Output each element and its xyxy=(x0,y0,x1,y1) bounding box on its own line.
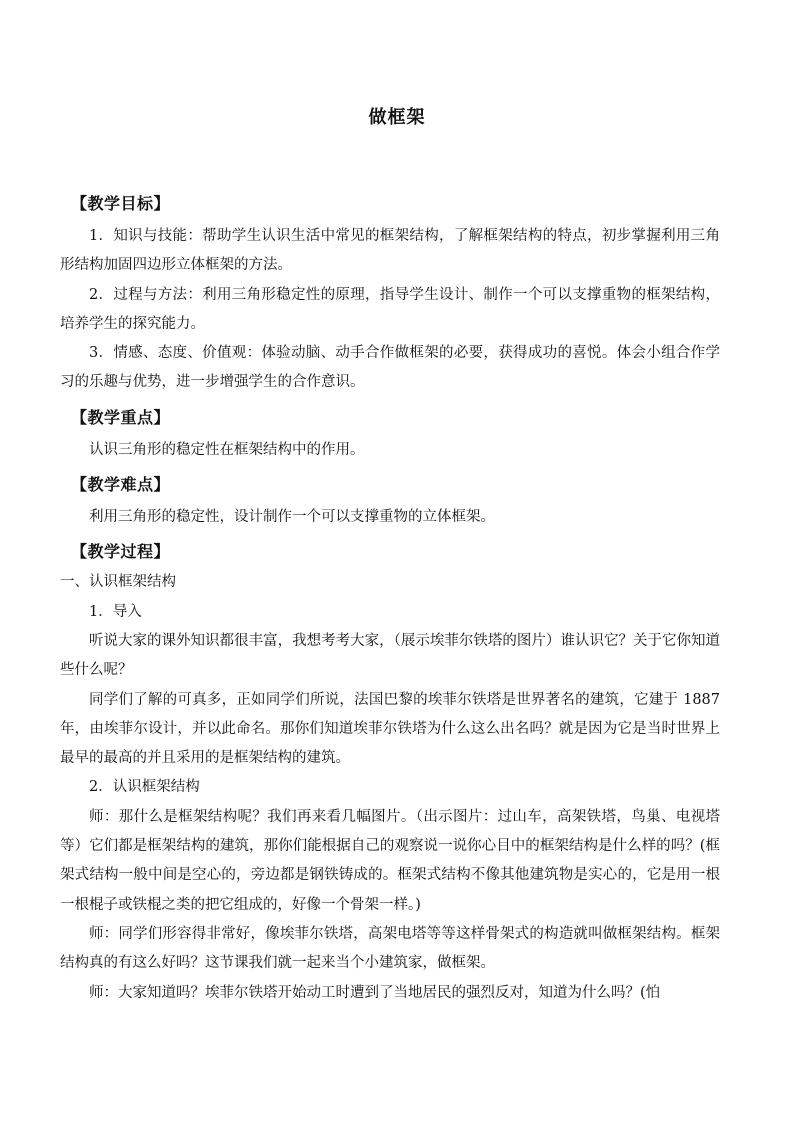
difficulties-text: 利用三角形的稳定性，设计制作一个可以支撑重物的立体框架。 xyxy=(89,509,495,526)
eiffel-paragraph: 同学们了解的可真多，正如同学们所说，法国巴黎的埃菲尔铁塔是世界著名的建筑，它建于 1887 年，由埃菲尔设计，并以此命名。那你们知道埃菲尔铁塔为什么这么出名吗？就是因为它是当时世界上最早的最高的并且采用的是框架结构的建筑。 xyxy=(60,691,720,767)
process-heading: 【教学过程】 xyxy=(71,542,171,562)
objective-knowledge: 1．知识与技能：帮助学生认识生活中常见的框架结构，了解框架结构的特点，初步掌握利用三角形结构加固四边形立体框架的方法。 xyxy=(60,228,720,274)
intro-paragraph: 听说大家的课外知识都很丰富，我想考考大家，（展示埃菲尔铁塔的图片）谁认识它？关于它你知道些什么呢？ xyxy=(60,632,720,679)
subsection-intro-title: 1．导入 xyxy=(89,603,142,620)
objective-attitude: 3．情感、态度、价值观：体验动脑、动手合作做框架的必要，获得成功的喜悦。体会小组合作学习的乐趣与优势，进一步增强学生的合作意识。 xyxy=(60,345,720,391)
eiffel-opposition-paragraph: 师：大家知道吗？埃菲尔铁塔开始动工时遭到了当地居民的强烈反对，知道为什么吗？(怕 xyxy=(89,984,661,1001)
frame-summary-paragraph: 师：同学们形容得非常好，像埃菲尔铁塔，高架电塔等等这样骨架式的构造就叫做框架结构。框架结构真的有这么好吗？这节课我们就一起来当个小建筑家，做框架。 xyxy=(60,925,720,972)
key-points-heading: 【教学重点】 xyxy=(71,407,171,427)
subsection-frame-title: 2．认识框架结构 xyxy=(89,779,200,796)
difficulties-heading: 【教学难点】 xyxy=(71,475,171,495)
document-title: 做框架 xyxy=(368,107,426,128)
objectives-heading: 【教学目标】 xyxy=(71,194,171,213)
document-body xyxy=(60,187,720,1008)
objective-process: 2．过程与方法：利用三角形稳定性的原理，指导学生设计、制作一个可以支撑重物的框架结构，培养学生的探究能力。 xyxy=(60,286,720,332)
frame-definition-paragraph: 师：那什么是框架结构呢？我们再来看几幅图片。（出示图片：过山车，高架铁塔，鸟巢、电视塔等）它们都是框架结构的建筑，那你们能根据自己的观察说一说你心目中的框架结构是什么样的吗？(框架式结构一般中间是空心的，旁边都是钢铁铸成的。框架式结构不像其他建筑物是实心的，它是用一根一根棍子或铁棍之类的把它组成的，好像一个骨架一样。) xyxy=(60,808,720,913)
key-points-text: 认识三角形的稳定性在框架结构中的作用。 xyxy=(89,441,365,458)
section-one-title: 一、认识框架结构 xyxy=(60,574,176,591)
